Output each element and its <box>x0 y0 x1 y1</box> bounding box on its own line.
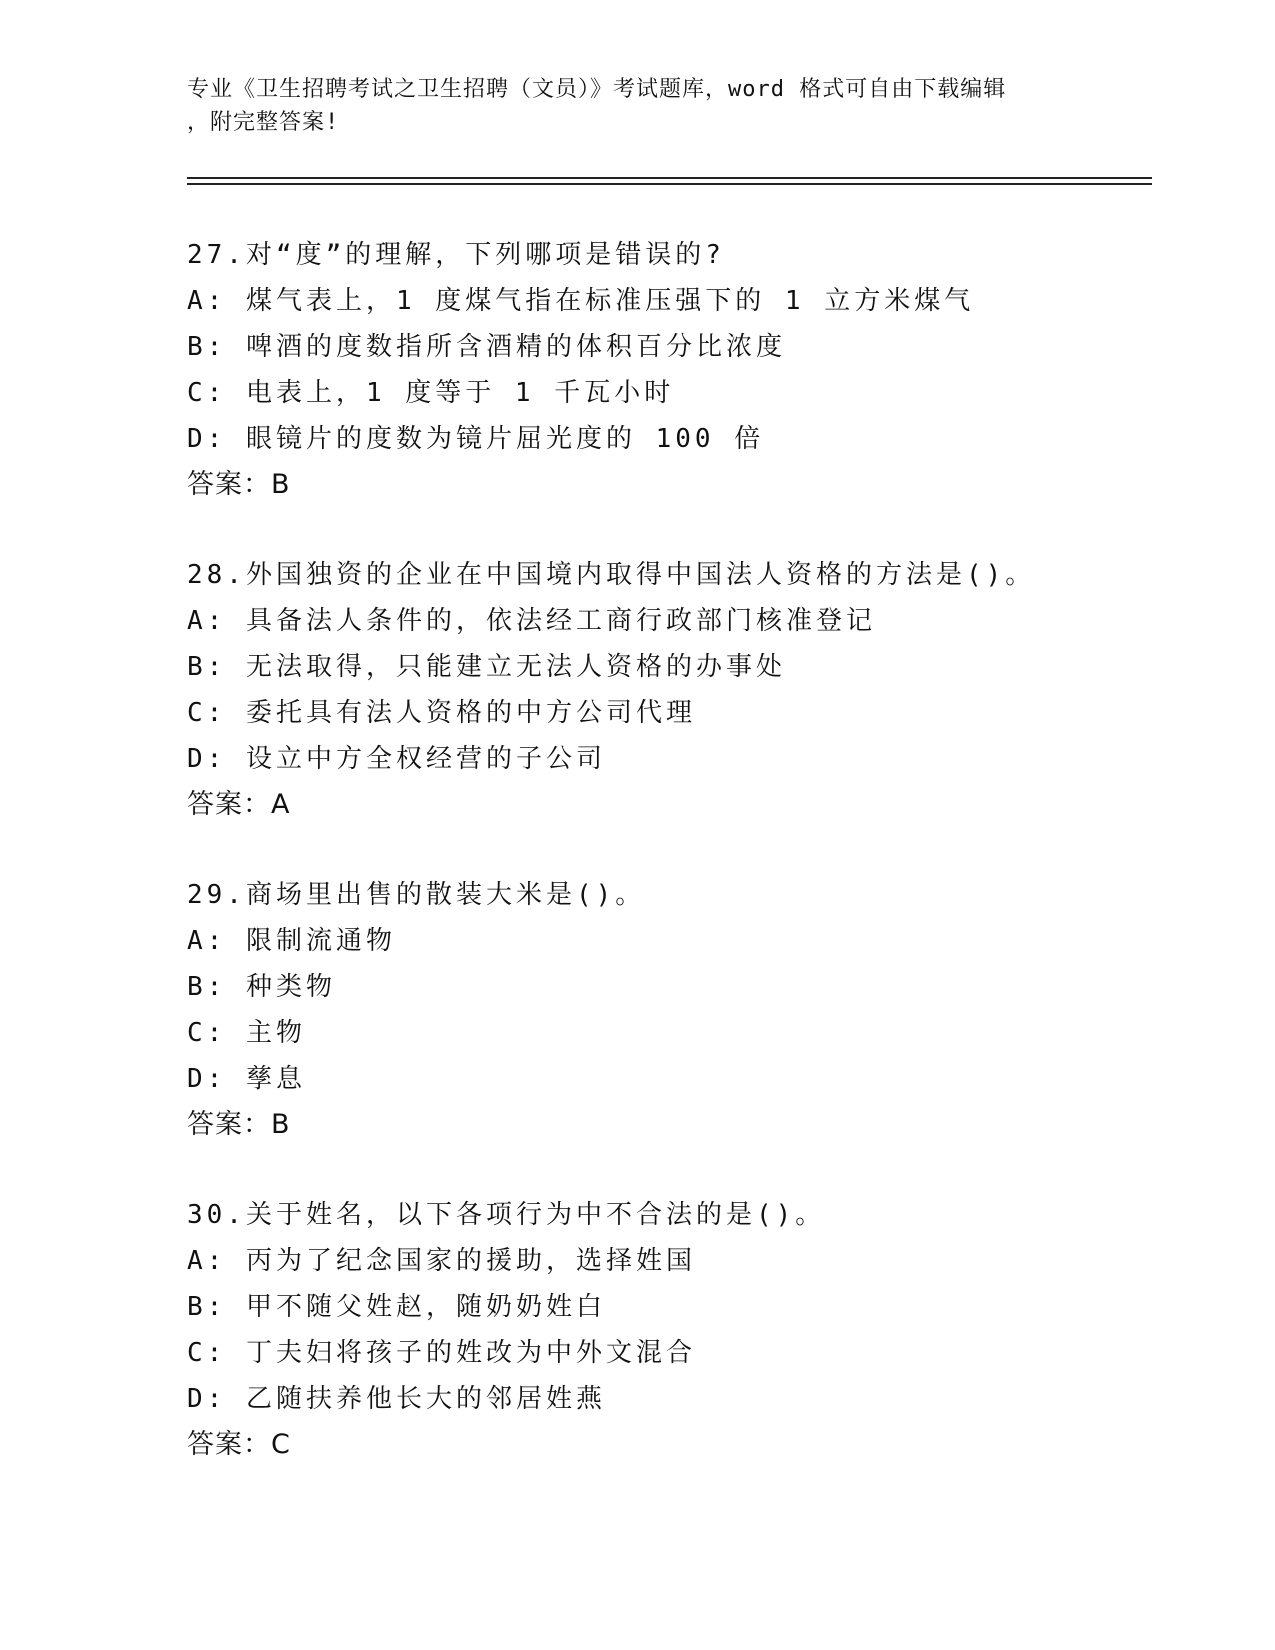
question-28 <box>187 552 1187 828</box>
answer-line: 答案：B <box>187 1109 291 1140</box>
answer-line: 答案：C <box>187 1429 291 1460</box>
option-c: C: 电表上，1 度等于 1 千瓦小时 <box>187 378 675 408</box>
answer-line: 答案：A <box>187 789 291 820</box>
question-stem: 30.关于姓名，以下各项行为中不合法的是()。 <box>187 1200 826 1230</box>
question-29 <box>187 872 1187 1148</box>
option-a: A: 煤气表上，1 度煤气指在标准压强下的 1 立方米煤气 <box>187 286 975 316</box>
option-b: B: 甲不随父姓赵，随奶奶姓白 <box>187 1292 606 1322</box>
option-d: D: 乙随扶养他长大的邻居姓燕 <box>187 1384 606 1414</box>
document-header: 专业《卫生招聘考试之卫生招聘（文员）》考试题库，word 格式可自由下载编辑 ，附完整答案! <box>187 77 1007 135</box>
option-c: C: 主物 <box>187 1018 306 1048</box>
option-c: C: 委托具有法人资格的中方公司代理 <box>187 698 696 728</box>
option-a: A: 丙为了纪念国家的援助，选择姓国 <box>187 1246 696 1276</box>
question-27 <box>187 232 1187 508</box>
header-rule-top <box>187 177 1152 179</box>
question-30 <box>187 1192 1187 1468</box>
option-b: B: 种类物 <box>187 972 336 1002</box>
option-a: A: 具备法人条件的，依法经工商行政部门核准登记 <box>187 606 876 636</box>
answer-line: 答案：B <box>187 469 291 500</box>
header-rule-bottom <box>187 183 1152 185</box>
question-stem: 27.对“度”的理解，下列哪项是错误的? <box>187 240 725 270</box>
option-b: B: 无法取得，只能建立无法人资格的办事处 <box>187 652 786 682</box>
option-b: B: 啤酒的度数指所含酒精的体积百分比浓度 <box>187 332 786 362</box>
option-d: D: 孳息 <box>187 1064 306 1094</box>
option-d: D: 眼镜片的度数为镜片屈光度的 100 倍 <box>187 424 765 454</box>
question-stem: 29.商场里出售的散装大米是()。 <box>187 880 646 910</box>
option-a: A: 限制流通物 <box>187 926 396 956</box>
option-d: D: 设立中方全权经营的子公司 <box>187 744 606 774</box>
option-c: C: 丁夫妇将孩子的姓改为中外文混合 <box>187 1338 696 1368</box>
question-stem: 28.外国独资的企业在中国境内取得中国法人资格的方法是()。 <box>187 560 1036 590</box>
